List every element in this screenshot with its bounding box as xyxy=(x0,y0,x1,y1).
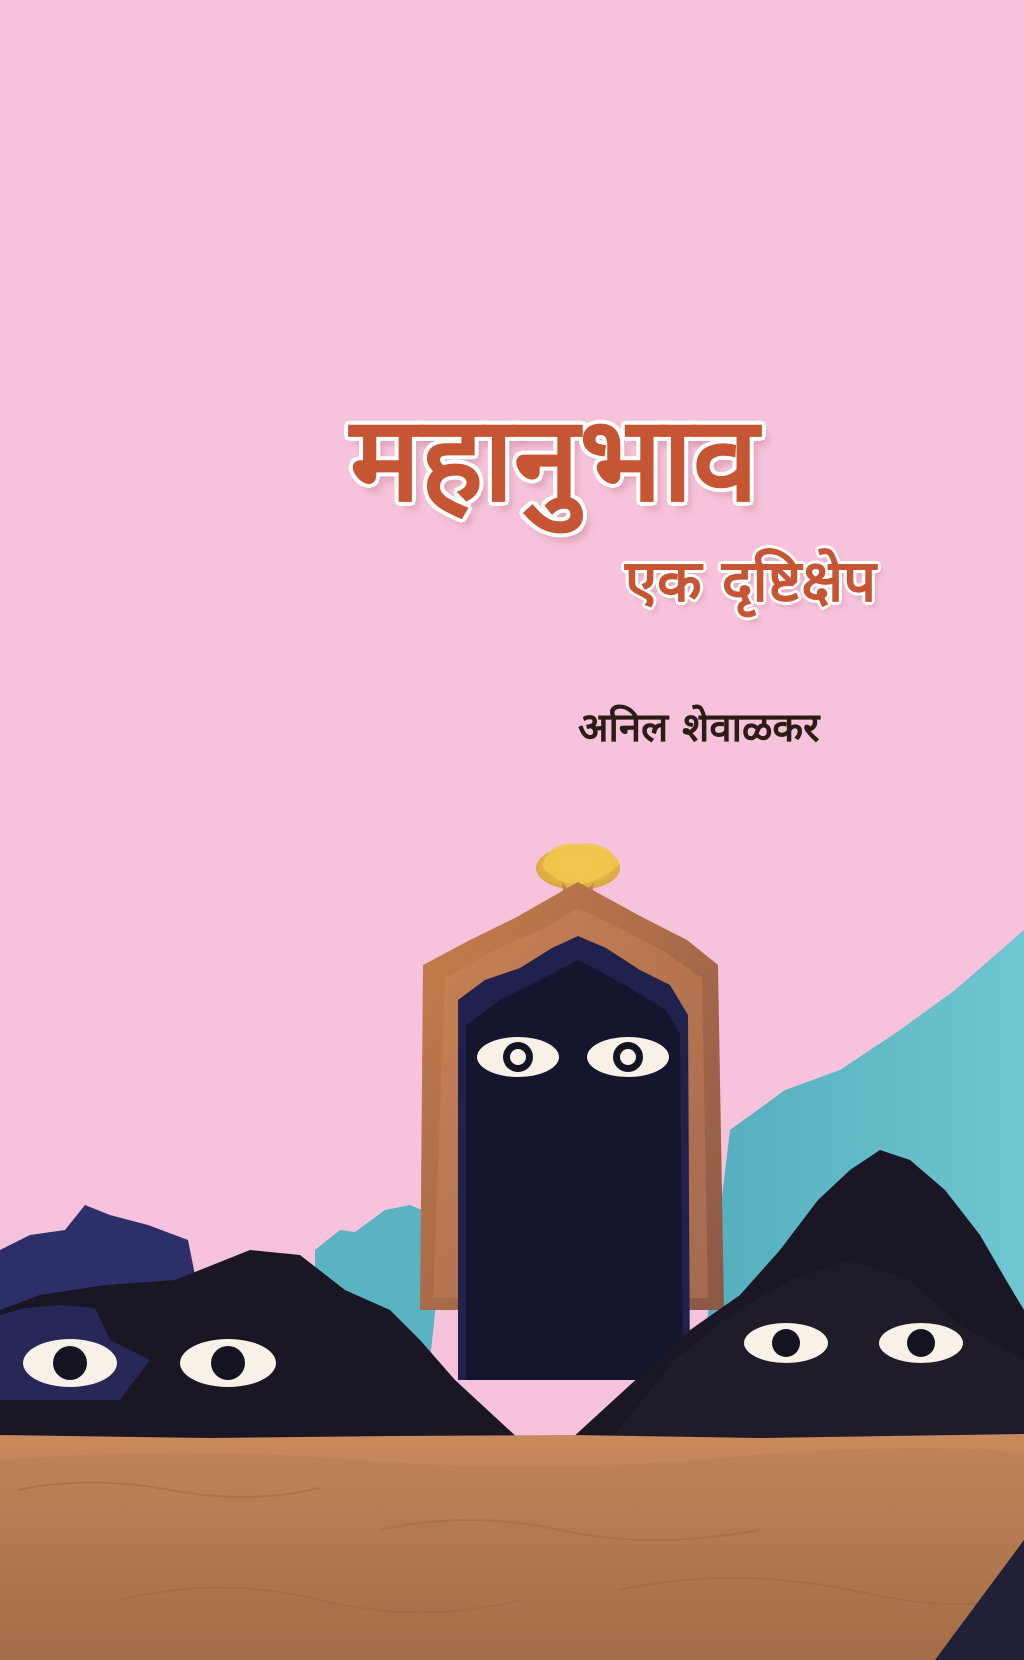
temple-with-eyes-icon xyxy=(0,840,1024,1660)
book-subtitle: एक दृष्टिक्षेप xyxy=(625,547,877,615)
book-title: महानुभाव xyxy=(350,389,759,528)
author-name: अनिल शेवाळकर xyxy=(578,704,820,751)
